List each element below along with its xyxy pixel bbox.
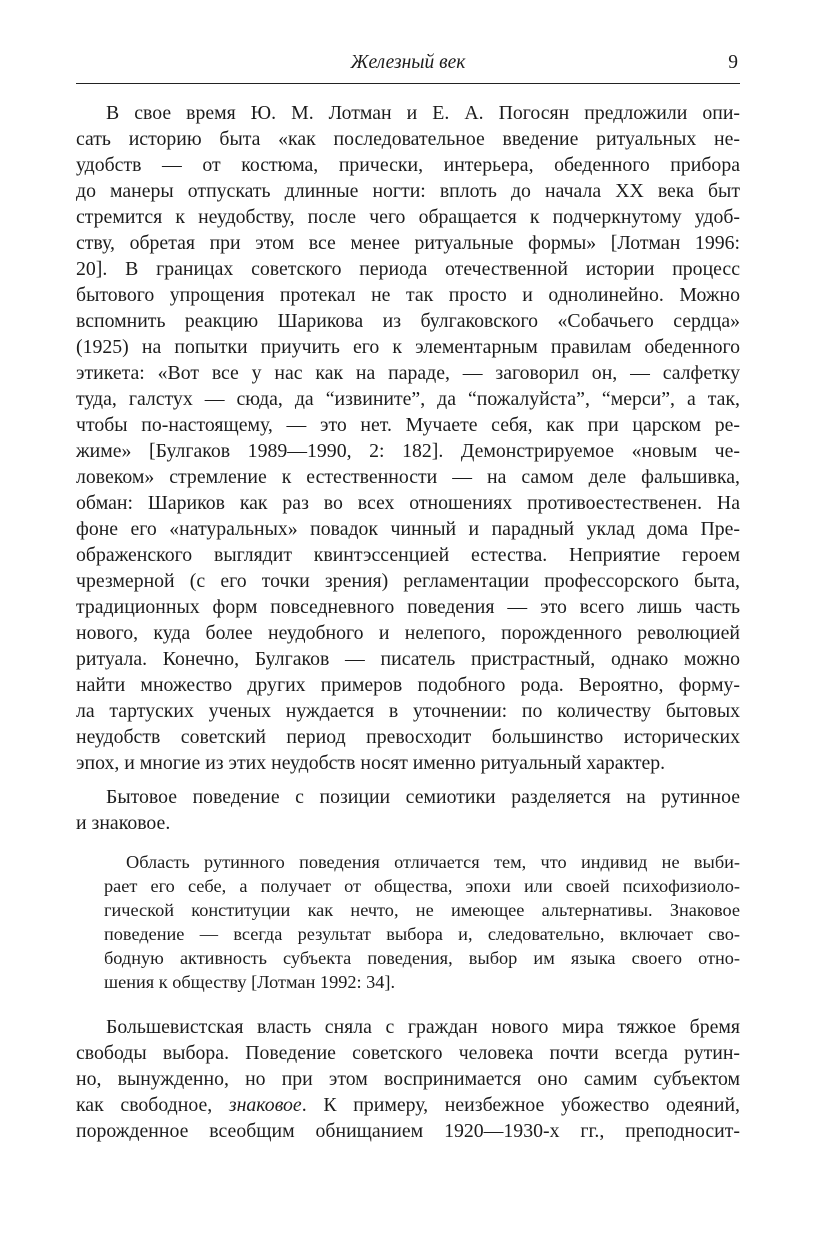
text-line: туда, галстух — сюда, да “извините”, да “пожалуйста”, “мерси”, а так, — [76, 388, 740, 410]
text-line: (1925) на попытки приучить его к элементарным правилам обеденного — [76, 336, 740, 358]
text-line: ла тартуских ученых нуждается в уточнении: по количеству бытовых — [76, 700, 740, 722]
text-line: сать историю быта «как последовательное введение ритуальных не- — [76, 128, 740, 150]
text-line: но, вынужденно, но при этом воспринимается оно самим субъектом — [76, 1068, 740, 1090]
quote-line: бодную активность субъекта поведения, выбор им языка своего отно- — [104, 948, 740, 968]
italic-term: знаковое — [228, 1094, 302, 1116]
text-line: бытового упрощения протекал не так просто и однолинейно. Можно — [76, 284, 740, 306]
text-line: ображенского выглядит квинтэссенцией естества. Неприятие героем — [76, 544, 740, 566]
text-line: ству, обретая при этом все менее ритуальные формы» [Лотман 1996: — [76, 232, 740, 254]
text-line: эпох, и многие из этих неудобств носят именно ритуальный характер. — [76, 752, 666, 774]
text-line: найти множество других примеров подобного рода. Вероятно, форму- — [76, 674, 740, 696]
text-line: и знаковое. — [76, 812, 171, 834]
running-title: Железный век — [350, 52, 466, 73]
text-line: неудобств советский период превосходит большинство исторических — [76, 726, 740, 748]
quote-line: рает его себе, а получает от общества, эпохи или своей психофизиоло- — [104, 876, 740, 896]
text-line: Бытовое поведение с позиции семиотики разделяется на рутинное — [106, 786, 740, 808]
page-number: 9 — [728, 52, 738, 73]
quote-line: гической конституции как нечто, не имеющее альтернативы. Знаковое — [104, 900, 740, 920]
text-line: Большевистская власть сняла с граждан нового мира тяжкое бремя — [106, 1016, 740, 1038]
text-line: до манеры отпускать длинные ногти: вплоть до начала XX века быт — [76, 180, 740, 202]
text-line: удобств — от костюма, прически, интерьера, обеденного прибора — [76, 154, 740, 176]
text-segment: . К примеру, неизбежное убожество одеяний, — [301, 1094, 740, 1116]
text-line: чрезмерной (с его точки зрения) регламентации профессорского быта, — [76, 570, 740, 592]
quote-line: шения к обществу [Лотман 1992: 34]. — [104, 972, 396, 992]
text-line: жиме» [Булгаков 1989—1990, 2: 182]. Демонстрируемое «новым че- — [76, 440, 740, 462]
text-line: традиционных форм повседневного поведения — это всего лишь часть — [76, 596, 740, 618]
text-line — [76, 1092, 740, 1118]
text-line: вспомнить реакцию Шарикова из булгаковского «Собачьего сердца» — [76, 310, 740, 332]
text-line: свободы выбора. Поведение советского человека почти всегда рутин- — [76, 1042, 740, 1064]
text-line: стремится к неудобству, после чего обращается к подчеркнутому удоб- — [76, 206, 740, 228]
text-line: обман: Шариков как раз во всех отношениях противоестественен. На — [76, 492, 740, 514]
quote-line: Область рутинного поведения отличается тем, что индивид не выби- — [126, 852, 740, 872]
header-rule — [76, 83, 740, 84]
text-line: В свое время Ю. М. Лотман и Е. А. Погосян предложили опи- — [106, 102, 740, 124]
text-line: нового, куда более неудобного и нелепого, порожденного революцией — [76, 622, 740, 644]
text-line: фоне его «натуральных» повадок чинный и парадный уклад дома Пре- — [76, 518, 740, 540]
text-line: 20]. В границах советского периода отечественной истории процесс — [76, 258, 740, 280]
text-segment: как свободное, — [76, 1094, 229, 1116]
quote-line: поведение — всегда результат выбора и, следовательно, включает сво- — [104, 924, 740, 944]
text-line: ловеком» стремление к естественности — на самом деле фальшивка, — [76, 466, 740, 488]
text-line: порожденное всеобщим обнищанием 1920—1930-х гг., преподносит- — [76, 1120, 740, 1142]
text-line: этикета: «Вот все у нас как на параде, — заговорил он, — салфетку — [76, 362, 740, 384]
text-line: чтобы по-настоящему, — это нет. Мучаете себя, как при царском ре- — [76, 414, 740, 436]
text-line: ритуала. Конечно, Булгаков — писатель пристрастный, однако можно — [76, 648, 740, 670]
running-header — [76, 50, 740, 82]
